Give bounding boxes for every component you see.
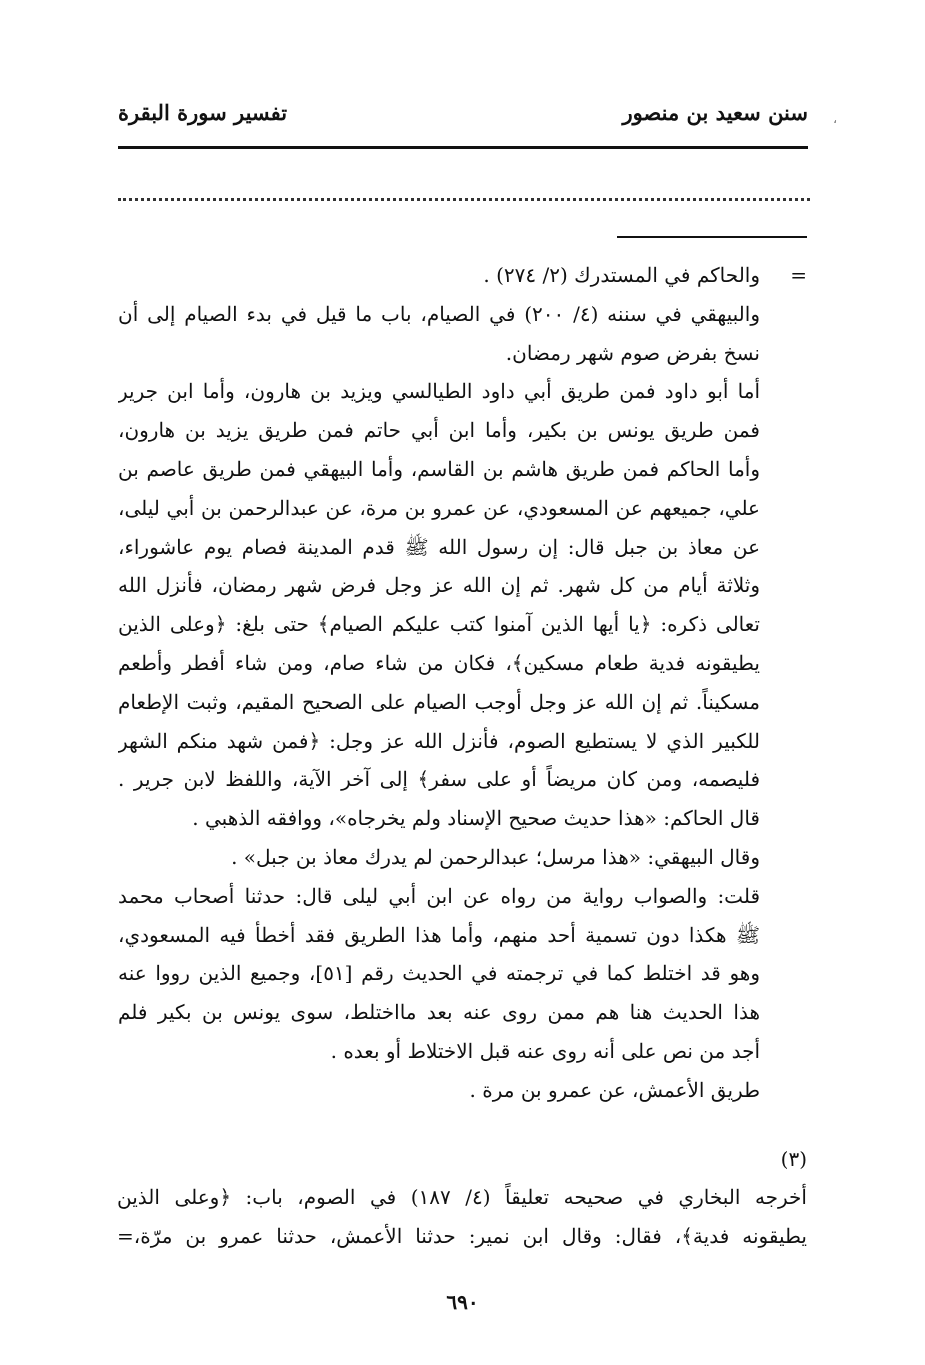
text-line: وثلاثة أيام من كل شهر. ثم إن الله عز وجل فرض شهر رمضان، فأنزل الله [118, 573, 760, 598]
dotted-separator [118, 198, 810, 201]
footnote-text-block [118, 256, 760, 1110]
page-header [118, 100, 808, 136]
text-line: تعالى ذكره: ﴿يا أيها الذين آمنوا كتب عليكم الصيام﴾ حتى بلغ: ﴿وعلى الذين [118, 612, 760, 637]
text-line: وهو قد اختلط كما في ترجمته في الحديث رقم [٥١]، وجميع الذين رووا عنه [118, 961, 760, 986]
text-line: للكبير الذي لا يستطيع الصوم، فأنزل الله عز وجل: ﴿فمن شهد منكم الشهر [118, 728, 760, 753]
text-line: قلت: والصواب رواية من رواه عن ابن أبي ليلى قال: حدثنا أصحاب محمد [118, 883, 760, 908]
text-line: عن معاذ بن جبل قال: إن رسول الله ﷺ قدم المدينة فصام يوم عاشوراء، [118, 534, 760, 559]
footnote-number: (٣) [780, 1146, 807, 1171]
corner-mark: ، [833, 112, 837, 126]
continuation-marker: = [790, 263, 807, 287]
text-line: ﷺ هكذا دون تسمية أحد منهم، وأما هذا الطريق فقد أخطأ فيه المسعودي، [118, 922, 760, 947]
footnote-divider [617, 236, 807, 238]
text-line: مسكيناً. ثم إن الله عز وجل أوجب الصيام على الصحيح المقيم، وثبت الإطعام [118, 689, 760, 714]
text-line: هذا الحديث هنا هم ممن روى عنه بعد مااختلط، سوى يونس بن بكير فلم [118, 1000, 760, 1025]
text-line: يطيقونه فدية﴾، فقال: وقال ابن نمير: حدثنا الأعمش، حدثنا عمرو بن مرّة،= [117, 1224, 807, 1249]
text-line: يطيقونه فدية طعام مسكين﴾، فكان من شاء صام، ومن شاء أفطر وأطعم [118, 650, 760, 675]
text-line: قال الحاكم: «هذا حديث صحيح الإسناد ولم يخرجاه»، ووافقه الذهبي . [192, 806, 760, 831]
footnote-3-first-line: طريق الأعمش، عن عمرو بن مرة . [469, 1077, 760, 1102]
text-line: أخرجه البخاري في صحيحه تعليقاً (٤/ ١٨٧) في الصوم، باب: ﴿وعلى الذين [117, 1185, 807, 1210]
text-line: علي، جميعهم عن المسعودي، عن عمرو بن مرة، عن عبدالرحمن بن أبي ليلى، [118, 495, 760, 520]
text-line: أما أبو داود فمن طريق أبي داود الطيالسي ويزيد بن هارون، وأما ابن جرير [118, 379, 760, 404]
header-divider [118, 146, 808, 149]
section-title: تفسير سورة البقرة [118, 100, 288, 125]
book-title: سنن سعيد بن منصور [622, 100, 808, 125]
text-line: نسخ بفرض صوم شهر رمضان. [505, 340, 760, 365]
text-line: وأما الحاكم فمن طريق هاشم بن القاسم، وأما البيهقي فمن طريق عاصم بن [118, 456, 760, 481]
text-line: فليصمه، ومن كان مريضاً أو على سفر﴾ إلى آخر الآية، واللفظ لابن جرير . [118, 767, 760, 792]
footnote-3-text-block [117, 1178, 807, 1256]
text-line: أجد من نص على أنه روى عنه قبل الاختلاط أو بعده . [330, 1038, 760, 1063]
text-line: والبيهقي في سننه (٤/ ٢٠٠) في الصيام، باب ما قيل في بدء الصيام إلى أن [118, 301, 760, 326]
text-line: وقال البيهقي: «هذا مرسل؛ عبدالرحمن لم يدرك معاذ بن جبل» . [231, 844, 760, 869]
text-line: فمن طريق يونس بن بكير، وأما ابن أبي حاتم فمن طريق يزيد بن هارون، [118, 418, 760, 443]
text-line: والحاكم في المستدرك (٢/ ٢٧٤) . [483, 263, 760, 287]
page-number: ٦٩٠ [446, 1290, 479, 1314]
